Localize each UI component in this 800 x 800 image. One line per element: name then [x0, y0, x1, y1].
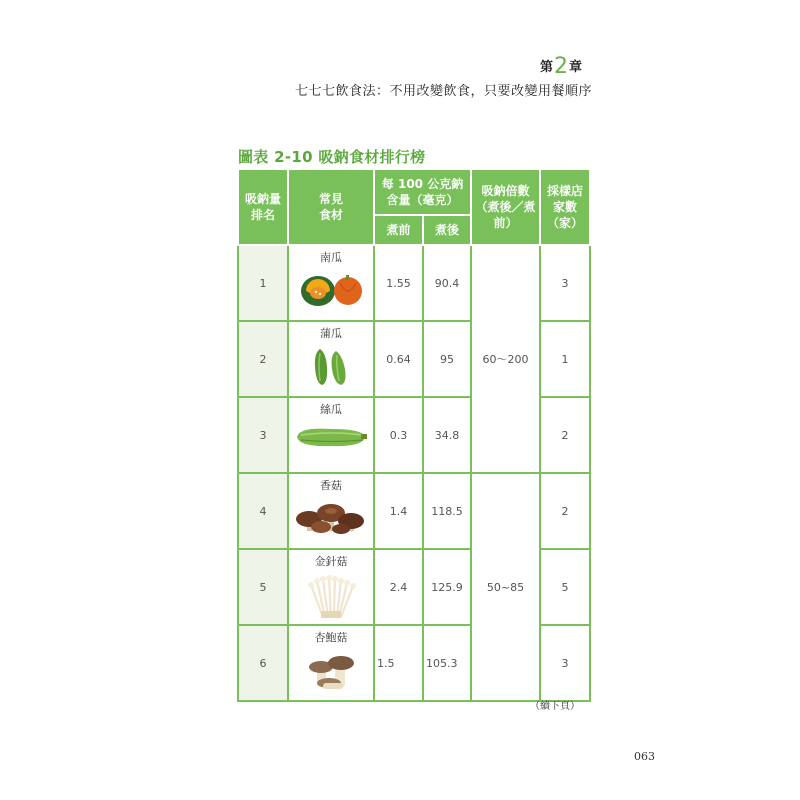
page-number: 063: [634, 750, 655, 763]
ratio-group-2: 50~85: [471, 473, 540, 701]
header-before: 煮前: [374, 215, 423, 245]
after-cell: 90.4: [423, 245, 471, 321]
header-sodium: 每 100 公克鈉含量（毫克）: [374, 169, 471, 215]
stores-cell: 5: [540, 549, 590, 625]
stores-cell: 1: [540, 321, 590, 397]
after-cell: 95: [423, 321, 471, 397]
enoki-icon: [303, 573, 359, 619]
food-cell: [288, 473, 374, 549]
after-cell: 125.9: [423, 549, 471, 625]
header-rank: 吸鈉量排名: [238, 169, 288, 245]
food-cell: [288, 397, 374, 473]
header-ratio: 吸鈉倍數（煮後／煮前）: [471, 169, 540, 245]
loofah-icon: [293, 421, 369, 451]
header-food: 常見食材: [288, 169, 374, 245]
shiitake-icon: [293, 497, 369, 537]
before-cell: 1.4: [374, 473, 423, 549]
figure-title: 圖表 2-10 吸鈉食材排行榜: [238, 148, 426, 166]
food-name: 金針菇: [314, 555, 348, 568]
before-cell: 0.64: [374, 321, 423, 397]
pumpkin-icon: [296, 269, 366, 309]
stores-cell: 3: [540, 625, 590, 701]
king-oyster-icon: [301, 649, 361, 691]
chapter-suffix: 章: [568, 60, 582, 75]
before-cell: 2.4: [374, 549, 423, 625]
chapter-label: [540, 56, 582, 79]
before-cell: 1.55: [374, 245, 423, 321]
food-cell: [288, 245, 374, 321]
before-cell: 1.5: [374, 625, 423, 701]
food-name: 絲瓜: [320, 403, 342, 416]
rank-cell: 4: [238, 473, 288, 549]
food-cell: [288, 549, 374, 625]
after-cell: 34.8: [423, 397, 471, 473]
rank-cell: 1: [238, 245, 288, 321]
rank-cell: 3: [238, 397, 288, 473]
food-cell: [288, 625, 374, 701]
ratio-group-1: 60～200: [471, 245, 540, 473]
rank-cell: 6: [238, 625, 288, 701]
food-name: 香菇: [320, 479, 342, 492]
rank-cell: 2: [238, 321, 288, 397]
table-row: [238, 245, 590, 321]
chapter-prefix: 第: [539, 60, 553, 75]
bottle-gourd-icon: [306, 345, 356, 387]
stores-cell: 3: [540, 245, 590, 321]
chapter-number: 2: [553, 54, 568, 79]
table-row: [238, 473, 590, 549]
food-name: 南瓜: [320, 251, 342, 264]
rank-cell: 5: [238, 549, 288, 625]
after-cell: 118.5: [423, 473, 471, 549]
stores-cell: 2: [540, 397, 590, 473]
header-stores: 採樣店家數（家）: [540, 169, 590, 245]
stores-cell: 2: [540, 473, 590, 549]
before-cell: 0.3: [374, 397, 423, 473]
sodium-absorption-table: [237, 168, 591, 702]
continued-note: （續下頁）: [530, 701, 580, 712]
chapter-subtitle: 七七七飲食法：不用改變飲食，只要改變用餐順序: [294, 84, 592, 99]
after-cell: 105.3: [423, 625, 471, 701]
header-after: 煮後: [423, 215, 471, 245]
food-name: 杏鮑菇: [314, 631, 348, 644]
food-cell: [288, 321, 374, 397]
food-name: 蒲瓜: [320, 327, 342, 340]
